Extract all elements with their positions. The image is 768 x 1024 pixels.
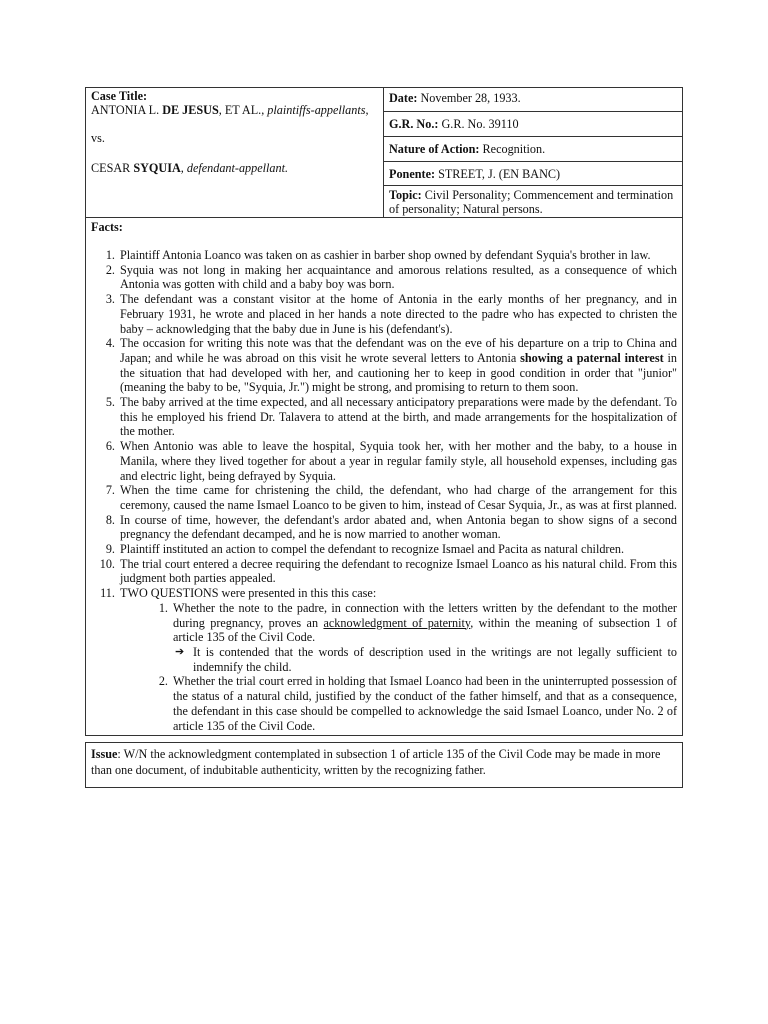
emphasis-text: showing a paternal interest [520, 350, 664, 365]
issue-section [85, 742, 683, 788]
fact-item: 7. When the time came for christening the child, the defendant, who had charge of the arrangement for this ceremony, caused the name Ismael Loanco to be given to him, instead of Cesar Syquia, Jr., as was at first planned. [118, 483, 677, 512]
topic-cell [384, 186, 683, 218]
issue-text: : W/N the acknowledgment contemplated in subsection 1 of article 135 of the Civil Code may be made in more than one document, of indubitable authenticity, written by the recognizing father. [91, 747, 661, 777]
case-title-label: Case Title: [91, 89, 148, 103]
fact-item: 6. When Antonio was able to leave the hospital, Syquia took her, with her mother and the baby, to a house in Manila, where they lived together for about a year in regular family style, all household expenses, including gas and electric light, being defrayed by Syquia. [118, 439, 677, 483]
facts-section [85, 218, 683, 736]
fact-item: 10. The trial court entered a decree requiring the defendant to recognize Ismael Loanco as his natural child. From this judgment both parties appealed. [118, 557, 677, 586]
arrow-note: ➔ It is contended that the words of description used in the writings are not legally sufficient to indemnify the child. [175, 644, 677, 674]
fact-item: 1. Plaintiff Antonia Loanco was taken on as cashier in barber shop owned by defendant Syquia's brother in law. [118, 248, 677, 263]
fact-item: 3. The defendant was a constant visitor at the home of Antonia in the early months of her pregnancy, and in February 1931, he wrote and placed in her hands a note directed to the padre who has expected to christen the baby – acknowledging that the baby due in June is his (defendant's). [118, 292, 677, 336]
nature-of-action-label: Nature of Action: [389, 142, 480, 156]
question-item: 2. Whether the trial court erred in holding that Ismael Loanco had been in the uninterrupted possession of the status of a natural child, justified by the conduct of the father himself, and that as a consequence, the defendant in this case should be compelled to acknowledge the said Ismael Loanco, under No. 2 of article 135 of the Civil Code. [171, 674, 677, 733]
nature-of-action-value: Recognition. [479, 142, 546, 156]
gr-number-value: G.R. No. 39110 [438, 117, 519, 131]
ponente-label: Ponente: [389, 167, 436, 181]
topic-label: Topic: [389, 188, 422, 202]
ponente-cell [384, 162, 683, 186]
plaintiff-name: ANTONIA L. DE JESUS, ET AL., plaintiffs-appellants, [91, 103, 369, 117]
underlined-term: acknowledgment of paternity [323, 615, 471, 630]
defendant-name: CESAR SYQUIA, defendant-appellant. [91, 161, 289, 175]
case-digest [85, 87, 683, 788]
versus-label: vs. [91, 131, 105, 145]
date-value: November 28, 1933. [417, 91, 521, 105]
gr-number-cell [384, 112, 683, 137]
facts-list [91, 248, 677, 733]
date-cell [384, 88, 683, 112]
fact-item: 11. TWO QUESTIONS were presented in this this case: 1. Whether the note to the padre, in connection with the letters written by the defendant to the mother during pregnancy, proves an acknowledgment of paternity, within the meaning of subsection 1 of article 135 of the Civil Code. ➔ It is contended that the words of description used in the writings are not legally sufficient to indemnify the child. 2. Whether the trial court erred in holding that Ismael Loanco had been in the uninterrupted possession of the status of a natural child, justified by the conduct of the father himself, and that as a consequence, the defendant in this case should be compelled to acknowledge the said Ismael Loanco, under No. 2 of article 135 of the Civil Code. [118, 586, 677, 733]
date-label: Date: [389, 91, 418, 105]
nature-of-action-cell [384, 137, 683, 162]
questions-list [120, 601, 677, 733]
arrow-list [173, 645, 677, 674]
question-item: 1. Whether the note to the padre, in connection with the letters written by the defendant to the mother during pregnancy, proves an acknowledgment of paternity, within the meaning of subsection 1 of article 135 of the Civil Code. ➔ It is contended that the words of description used in the writings are not legally sufficient to indemnify the child. [171, 601, 677, 675]
fact-item: 2. Syquia was not long in making her acquaintance and amorous relations resulted, as a consequence of which Antonia was gotten with child and a baby boy was born. [118, 263, 677, 292]
gr-number-label: G.R. No.: [389, 117, 439, 131]
fact-item: 5. The baby arrived at the time expected, and all necessary anticipatory preparations were made by the defendant. To this he employed his friend Dr. Talavera to attend at the birth, and made arrangements for the hospitalization of the mother. [118, 395, 677, 439]
fact-item: 9. Plaintiff instituted an action to compel the defendant to recognize Ismael and Pacita as natural children. [118, 542, 677, 557]
case-header-table [85, 87, 683, 218]
arrow-right-icon: ➔ [175, 645, 185, 658]
fact-item: 8. In course of time, however, the defendant's ardor abated and, when Antonia began to show signs of a second pregnancy the defendant decamped, and he is now married to another woman. [118, 513, 677, 542]
issue-label: Issue [91, 747, 118, 762]
case-title-cell [86, 88, 384, 218]
topic-value: Civil Personality; Commencement and termination of personality; Natural persons. [389, 188, 674, 216]
fact-item: 4. The occasion for writing this note was that the defendant was on the eve of his departure on a trip to China and Japan; and while he was abroad on this visit he wrote several letters to Antonia showing a paternal interest in the situation that had developed with her, and cautioning her to keep in good condition in order that "junior" (meaning the baby to be, "Syquia, Jr.") might be strong, and promising to return to them soon. [118, 336, 677, 395]
ponente-value: STREET, J. (EN BANC) [435, 167, 561, 181]
facts-heading: Facts: [91, 220, 123, 234]
